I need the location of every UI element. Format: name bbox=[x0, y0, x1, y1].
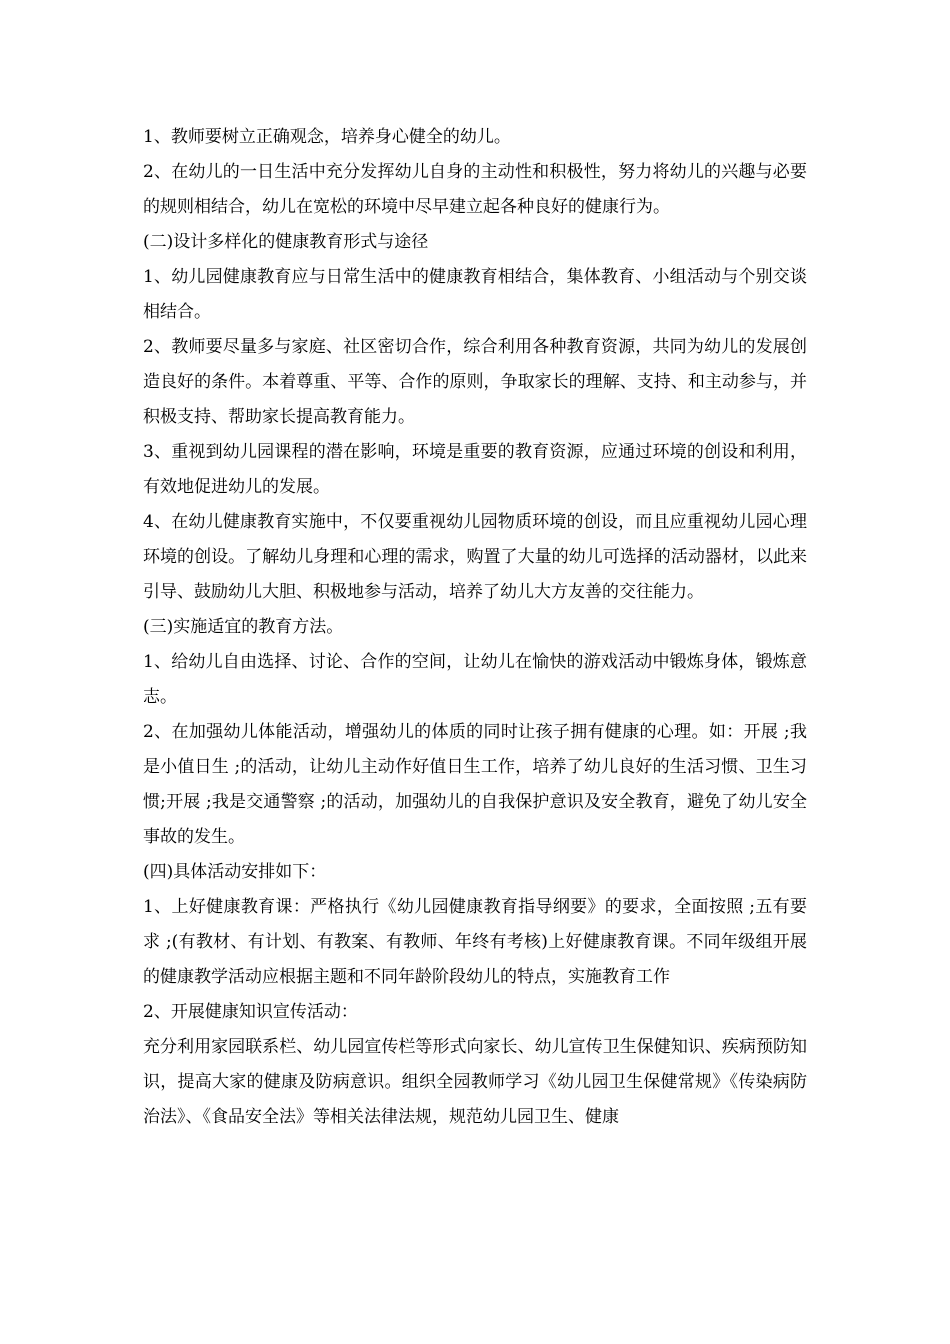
paragraph-6: 4、在幼儿健康教育实施中，不仅要重视幼儿园物质环境的创设，而且应重视幼儿园心理环境的创设。了解幼儿身理和心理的需求，购置了大量的幼儿可选择的活动器材，以此来引导、鼓励幼儿大胆、积极地参与活动，培养了幼儿大方友善的交往能力。 bbox=[143, 512, 807, 602]
paragraph-11: 充分利用家园联系栏、幼儿园宣传栏等形式向家长、幼儿宣传卫生保健知识、疾病预防知识，提高大家的健康及防病意识。组织全园教师学习《幼儿园卫生保健常规》《传染病防治法》、《食品安全法》等相关法律法规，规范幼儿园卫生、健康 bbox=[143, 1037, 807, 1127]
paragraph-9: 1、上好健康教育课：严格执行《幼儿园健康教育指导纲要》的要求，全面按照 ;五有要求 ;(有教材、有计划、有教案、有教师、年终有考核)上好健康教育课。不同年级组开展的健康教学活动应根据主题和不同年龄阶段幼儿的特点，实施教育工作 bbox=[143, 897, 807, 987]
paragraph-4: 2、教师要尽量多与家庭、社区密切合作，综合利用各种教育资源，共同为幼儿的发展创造良好的条件。本着尊重、平等、合作的原则，争取家长的理解、支持、和主动参与，并积极支持、帮助家长提高教育能力。 bbox=[143, 337, 807, 427]
paragraph-10: 2、开展健康知识宣传活动： bbox=[143, 1002, 358, 1022]
paragraph-1: 1、教师要树立正确观念，培养身心健全的幼儿。 bbox=[143, 127, 511, 147]
section-heading-2: (二)设计多样化的健康教育形式与途径 bbox=[143, 232, 429, 252]
section-heading-4: (四)具体活动安排如下： bbox=[143, 862, 327, 882]
paragraph-5: 3、重视到幼儿园课程的潜在影响，环境是重要的教育资源，应通过环境的创设和利用，有效地促进幼儿的发展。 bbox=[143, 442, 807, 497]
paragraph-7: 1、给幼儿自由选择、讨论、合作的空间，让幼儿在愉快的游戏活动中锻炼身体，锻炼意志。 bbox=[143, 652, 807, 707]
paragraph-8: 2、在加强幼儿体能活动，增强幼儿的体质的同时让孩子拥有健康的心理。如：开展 ;我是小值日生 ;的活动，让幼儿主动作好值日生工作，培养了幼儿良好的生活习惯、卫生习惯;开展 ;我是交通警察 ;的活动，加强幼儿的自我保护意识及安全教育，避免了幼儿安全事故的发生。 bbox=[143, 722, 807, 847]
paragraph-3: 1、幼儿园健康教育应与日常生活中的健康教育相结合，集体教育、小组活动与个别交谈相结合。 bbox=[143, 267, 807, 322]
section-heading-3: (三)实施适宜的教育方法。 bbox=[143, 617, 344, 637]
document-body bbox=[143, 120, 807, 1135]
paragraph-2: 2、在幼儿的一日生活中充分发挥幼儿自身的主动性和积极性，努力将幼儿的兴趣与必要的规则相结合，幼儿在宽松的环境中尽早建立起各种良好的健康行为。 bbox=[143, 162, 807, 217]
